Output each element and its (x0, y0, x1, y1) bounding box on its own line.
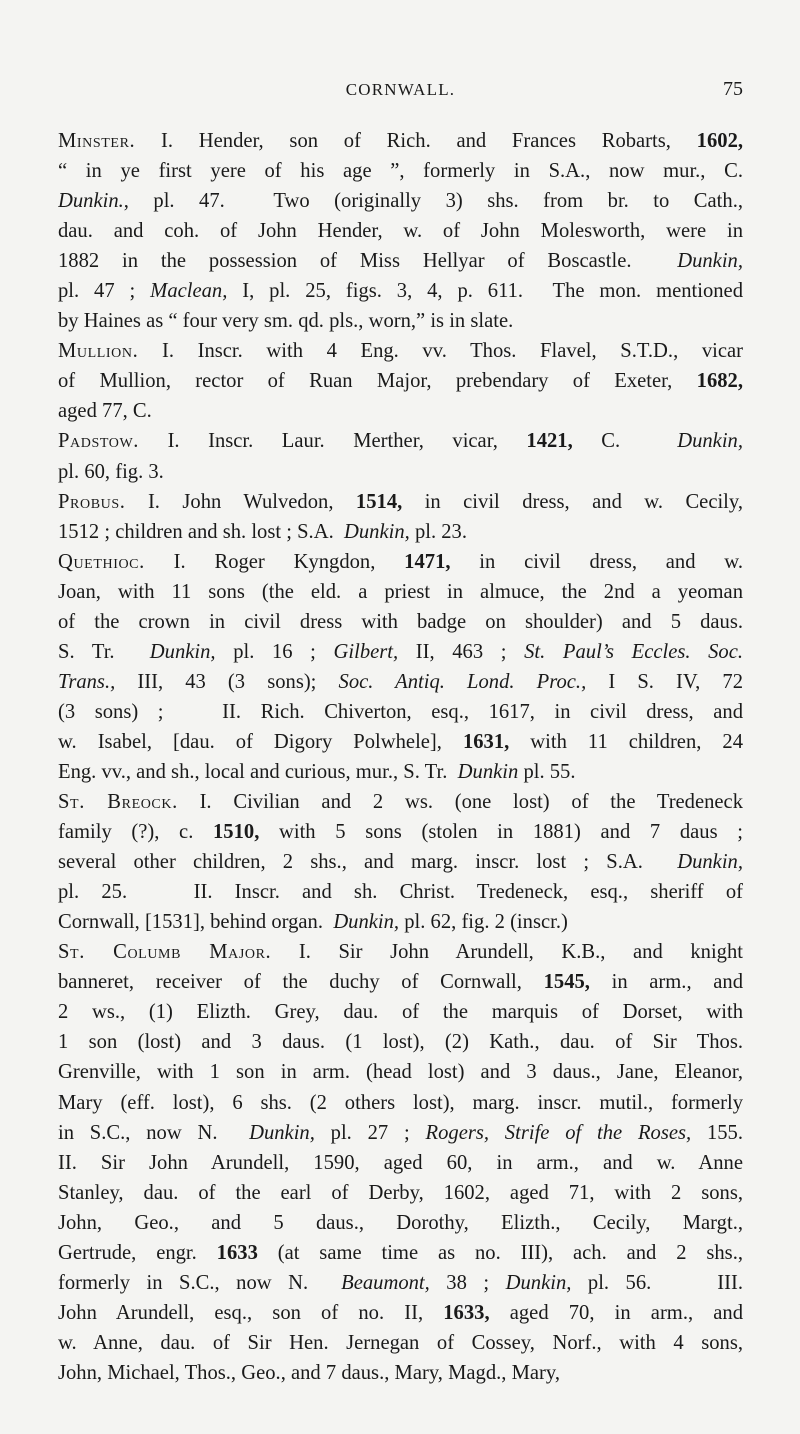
document-body (58, 126, 743, 1388)
text-line (58, 967, 743, 997)
text-run: Trans., (58, 670, 116, 693)
text-run: 38 ; (429, 1271, 506, 1294)
text-run: Dunkin, (344, 520, 410, 543)
text-line (58, 577, 743, 607)
running-head: CORNWALL. (345, 80, 456, 99)
text-run: with 5 sons (stolen in 1881) and 7 daus ; (259, 821, 743, 844)
text-line (58, 667, 743, 697)
page-number: 75 (723, 78, 743, 100)
text-run: John Arundell, esq., son of no. II, (58, 1301, 444, 1324)
text-run: 1682, (696, 370, 743, 393)
text-run: Soc. Antiq. Lond. Proc., (338, 670, 587, 693)
text-run: Gertrude, engr. (58, 1241, 217, 1264)
text-run: w. Anne, dau. of Sir Hen. Jernegan of Cossey, Norf., with 4 sons, (58, 1331, 743, 1354)
text-run: of Mullion, rector of Ruan Major, prebendary of Exeter, (58, 370, 697, 393)
entry-title: Quethioc. (58, 550, 145, 573)
text-run: (at same time as no. III), ach. and 2 shs., (257, 1241, 743, 1264)
text-line (58, 517, 743, 547)
entry (58, 487, 743, 547)
text-run: in civil dress, and w. (450, 550, 743, 573)
text-line (58, 607, 743, 637)
text-run: S. Tr. (58, 640, 150, 663)
text-run: I. Roger Kyngdon, (173, 550, 405, 573)
page-header (58, 80, 743, 106)
text-run: Dunkin, (677, 250, 743, 273)
text-run: I. Inscr. with 4 Eng. vv. Thos. Flavel, S.T.D., vicar (161, 340, 743, 363)
text-run: “ in ye first yere of his age ”, formerly in S.A., now mur., C. (58, 160, 743, 183)
text-run: pl. 23. (409, 520, 468, 543)
text-line (58, 156, 743, 186)
text-run: aged 77, C. (58, 400, 152, 423)
text-run: banneret, receiver of the duchy of Cornwall, (58, 971, 544, 994)
entry-title: Mullion. (58, 340, 139, 363)
entry-title: Padstow. (58, 430, 140, 453)
text-line (58, 937, 743, 967)
text-line (58, 757, 743, 787)
text-run: Rogers, Strife of the Roses, (425, 1121, 692, 1144)
text-run: Dunkin, (149, 640, 216, 663)
text-line (58, 997, 743, 1027)
text-run: 1602, (696, 130, 743, 152)
text-line (58, 1268, 743, 1298)
text-run: 1421, (526, 430, 573, 453)
text-run: 1882 in the possession of Miss Hellyar of Boscastle. (58, 250, 678, 273)
text-run: Cornwall, [1531], behind organ. (58, 911, 334, 934)
text-run: Dunkin, (249, 1121, 315, 1144)
text-run: formerly in S.C., now N. (58, 1271, 342, 1294)
text-run: Dunkin, (677, 430, 743, 453)
text-line (58, 1027, 743, 1057)
text-run: pl. 60, fig. 3. (58, 460, 164, 483)
entry-title: Probus. (58, 490, 126, 513)
text-line (58, 637, 743, 667)
text-line (58, 1238, 743, 1268)
entry (58, 126, 743, 336)
text-line (58, 547, 743, 577)
text-line (58, 276, 743, 306)
text-run: Grenville, with 1 son in arm. (head lost) and 3 daus., Jane, Eleanor, (58, 1061, 743, 1084)
text-line (58, 1178, 743, 1208)
text-run: I. Inscr. Laur. Merther, vicar, (167, 430, 527, 453)
text-run: John, Geo., and 5 daus., Dorothy, Elizth., Cecily, Margt., (58, 1211, 743, 1234)
text-run: pl. 27 ; (314, 1121, 426, 1144)
text-run: dau. and coh. of John Hender, w. of John Molesworth, were in (58, 220, 743, 243)
text-line (58, 1328, 743, 1358)
entry (58, 547, 743, 787)
text-line (58, 1298, 743, 1328)
text-line (58, 877, 743, 907)
text-line (58, 697, 743, 727)
text-run: I. Sir John Arundell, K.B., and knight (298, 941, 743, 964)
text-line (58, 727, 743, 757)
text-line (58, 847, 743, 877)
text-run: Dunkin. (58, 190, 124, 213)
text-line (58, 1057, 743, 1087)
text-line (58, 126, 743, 156)
text-run: pl. 16 ; (215, 640, 334, 663)
text-line (58, 1208, 743, 1238)
text-run: III, 43 (3 sons); (115, 670, 339, 693)
text-run: 1633, (443, 1301, 490, 1324)
text-run: Maclean, (150, 280, 228, 303)
text-run: Dunkin, (677, 851, 743, 874)
text-run: , pl. 47. Two (originally 3) shs. from br. to Cath., (123, 190, 743, 213)
entry-title: Minster. (58, 130, 136, 152)
text-line (58, 1088, 743, 1118)
text-line (58, 1358, 743, 1388)
text-line (58, 1118, 743, 1148)
text-run: pl. 55. (518, 760, 576, 783)
text-run: in arm., and (589, 971, 743, 994)
text-run: I. Civilian and 2 ws. (one lost) of the Tredeneck (199, 791, 743, 814)
entry (58, 787, 743, 937)
text-run: by Haines as “ four very sm. qd. pls., worn,” is in slate. (58, 310, 514, 333)
entry (58, 426, 743, 486)
text-run: w. Isabel, [dau. of Digory Polwhele], (58, 730, 463, 753)
text-run: aged 70, in arm., and (489, 1301, 743, 1324)
text-run: I S. IV, 72 (586, 670, 743, 693)
text-line (58, 457, 743, 487)
text-line (58, 1148, 743, 1178)
text-run: John, Michael, Thos., Geo., and 7 daus., Mary, Magd., Mary, (58, 1361, 560, 1384)
text-line (58, 216, 743, 246)
text-run: I. John Wulvedon, (147, 490, 356, 513)
text-run: Dunkin, (333, 911, 400, 934)
text-line (58, 186, 743, 216)
text-run: pl. 62, fig. 2 (inscr.) (399, 911, 568, 934)
text-run: Dunkin, (505, 1271, 572, 1294)
text-run: Mary (eff. lost), 6 shs. (2 others lost), marg. inscr. mutil., formerly (58, 1091, 743, 1114)
text-run: in civil dress, and w. Cecily, (402, 490, 743, 513)
text-run: pl. 56. III. (571, 1271, 743, 1294)
entry (58, 937, 743, 1388)
text-run: Gilbert, (333, 640, 399, 663)
text-line (58, 817, 743, 847)
text-run: 155. (691, 1121, 743, 1144)
text-run: Joan, with 11 sons (the eld. a priest in almuce, the 2nd a yeoman (58, 580, 743, 603)
text-run: several other children, 2 shs., and marg. inscr. lost ; S.A. (58, 851, 678, 874)
text-run: II, 463 ; (398, 640, 525, 663)
text-run: II. Sir John Arundell, 1590, aged 60, in arm., and w. Anne (58, 1151, 743, 1174)
text-run: Beaumont, (341, 1271, 430, 1294)
text-run: pl. 25. II. Inscr. and sh. Christ. Tredeneck, esq., sheriff of (58, 881, 743, 904)
text-line (58, 787, 743, 817)
text-run: with 11 children, 24 (509, 730, 743, 753)
text-run: I, pl. 25, figs. 3, 4, p. 611. The mon. mentioned (227, 280, 743, 303)
text-line (58, 907, 743, 937)
text-run: Stanley, dau. of the earl of Derby, 1602, aged 71, with 2 sons, (58, 1181, 743, 1204)
text-run: pl. 47 ; (58, 280, 151, 303)
entry (58, 336, 743, 426)
text-run: 1633 (216, 1241, 258, 1264)
text-run: in S.C., now N. (58, 1121, 250, 1144)
text-run: 1514, (355, 490, 403, 513)
text-run: 2 ws., (1) Elizth. Grey, dau. of the marquis of Dorset, with (58, 1001, 743, 1024)
text-run: C. (572, 430, 678, 453)
text-line (58, 426, 743, 456)
text-line (58, 366, 743, 396)
text-run: 1631, (462, 730, 510, 753)
text-run: 1545, (543, 971, 590, 994)
text-run: 1 son (lost) and 3 daus. (1 lost), (2) Kath., dau. of Sir Thos. (58, 1031, 743, 1054)
entry-title: St. Columb Major. (58, 941, 272, 964)
text-run: (3 sons) ; II. Rich. Chiverton, esq., 1617, in civil dress, and (58, 700, 743, 723)
text-run: I. Hender, son of Rich. and Frances Robarts, (161, 130, 697, 152)
text-line (58, 306, 743, 336)
text-run: 1512 ; children and sh. lost ; S.A. (58, 520, 345, 543)
text-line (58, 396, 743, 426)
text-line (58, 246, 743, 276)
text-run: 1510, (213, 821, 260, 844)
text-run: of the crown in civil dress with badge on shoulder) and 5 daus. (58, 610, 743, 633)
text-line (58, 336, 743, 366)
text-run: 1471, (404, 550, 451, 573)
entry-title: St. Breock. (58, 791, 178, 814)
text-run: Eng. vv., and sh., local and curious, mur., S. Tr. (58, 760, 458, 783)
text-run: Dunkin (457, 760, 519, 783)
text-run: family (?), c. (58, 821, 213, 844)
text-line (58, 487, 743, 517)
text-run: St. Paul’s Eccles. Soc. (524, 640, 743, 663)
